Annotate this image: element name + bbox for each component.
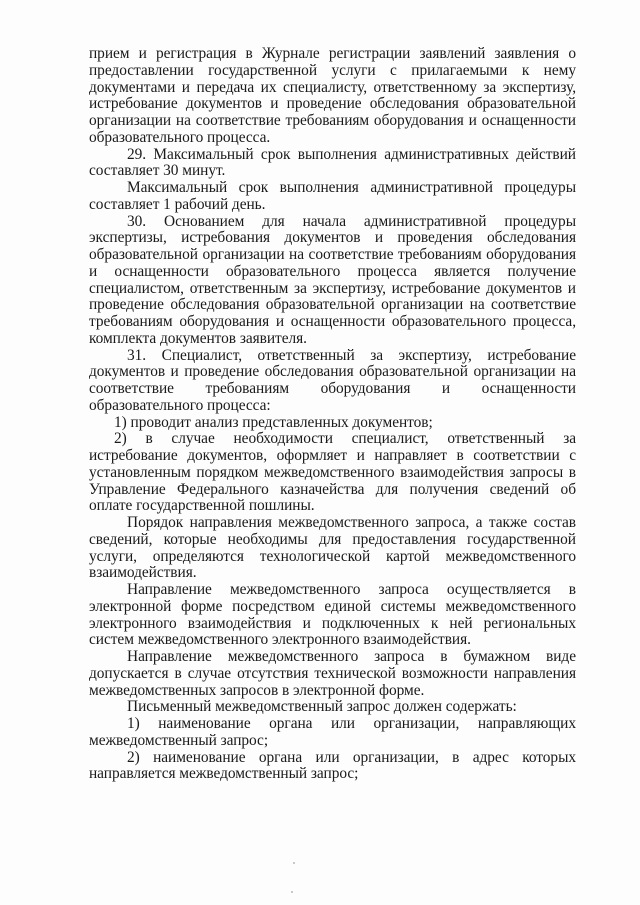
- paragraph-max-term: Максимальный срок выполнения административной процедуры составляет 1 рабочий день.: [89, 179, 576, 213]
- document-body: [89, 46, 576, 783]
- paragraph-paper-request: Направление межведомственного запроса в бумажном виде допускается в случае отсутствия технической возможности направления межведомственных запросов в электронной форме.: [89, 648, 576, 699]
- paragraph-31-item-2: 2) в случае необходимости специалист, ответственный за истребование документов, оформляет и направляет в соответствии с установленным порядком межведомственного взаимодействия запросы в Управление Федерального казначейства для получения сведений об оплате государственной пошлины.: [89, 430, 576, 515]
- paragraph-31: 31. Специалист, ответственный за экспертизу, истребование документов и проведение обследования образовательной организации на соответствие требованиям оборудования и оснащенности образовательного процесса:: [89, 346, 576, 414]
- paragraph-29: 29. Максимальный срок выполнения административных действий составляет 30 минут.: [89, 145, 576, 180]
- paragraph-request-procedure: Порядок направления межведомственного запроса, а также состав сведений, которые необходимы для предоставления государственной услуги, определяются технологической картой межведомственного взаимодействия.: [89, 514, 576, 582]
- paragraph-contents-item-2: 2) наименование органа или организации, в адрес которых направляется межведомственный запрос;: [89, 748, 576, 783]
- scan-speck: [291, 891, 293, 893]
- paragraph-electronic-request: Направление межведомственного запроса осуществляется в электронной форме посредством единой системы межведомственного электронного взаимодействия и подключенных к ней региональных систем межведомственного электронного взаимодействия.: [89, 581, 576, 649]
- paragraph-31-item-1: 1) проводит анализ представленных документов;: [114, 413, 433, 431]
- paragraph-30: 30. Основанием для начала административной процедуры экспертизы, истребования документов и проведения обследования образовательной организации на соответствие требованиям оборудования и оснащенности образовательного процесса является получение специалистом, ответственным за экспертизу, истребование документов и проведение обследования образовательной организации на соответствие требованиям оборудования и оснащенности образовательного процесса, комплекта документов заявителя.: [89, 212, 576, 347]
- paragraph-reception-registration: прием и регистрация в Журнале регистрации заявлений заявления о предоставлении государственной услуги с прилагаемыми к нему документами и передача их специалисту, ответственному за экспертизу, истребование документов и проведение обследования образовательной организации на соответствие требованиям оборудования и оснащенности образовательного процесса.: [89, 45, 576, 146]
- paragraph-contents-item-1: 1) наименование органа или организации, направляющих межведомственный запрос;: [89, 715, 576, 749]
- scan-speck: [293, 862, 295, 864]
- paragraph-request-contents: Письменный межведомственный запрос должен содержать:: [127, 698, 517, 716]
